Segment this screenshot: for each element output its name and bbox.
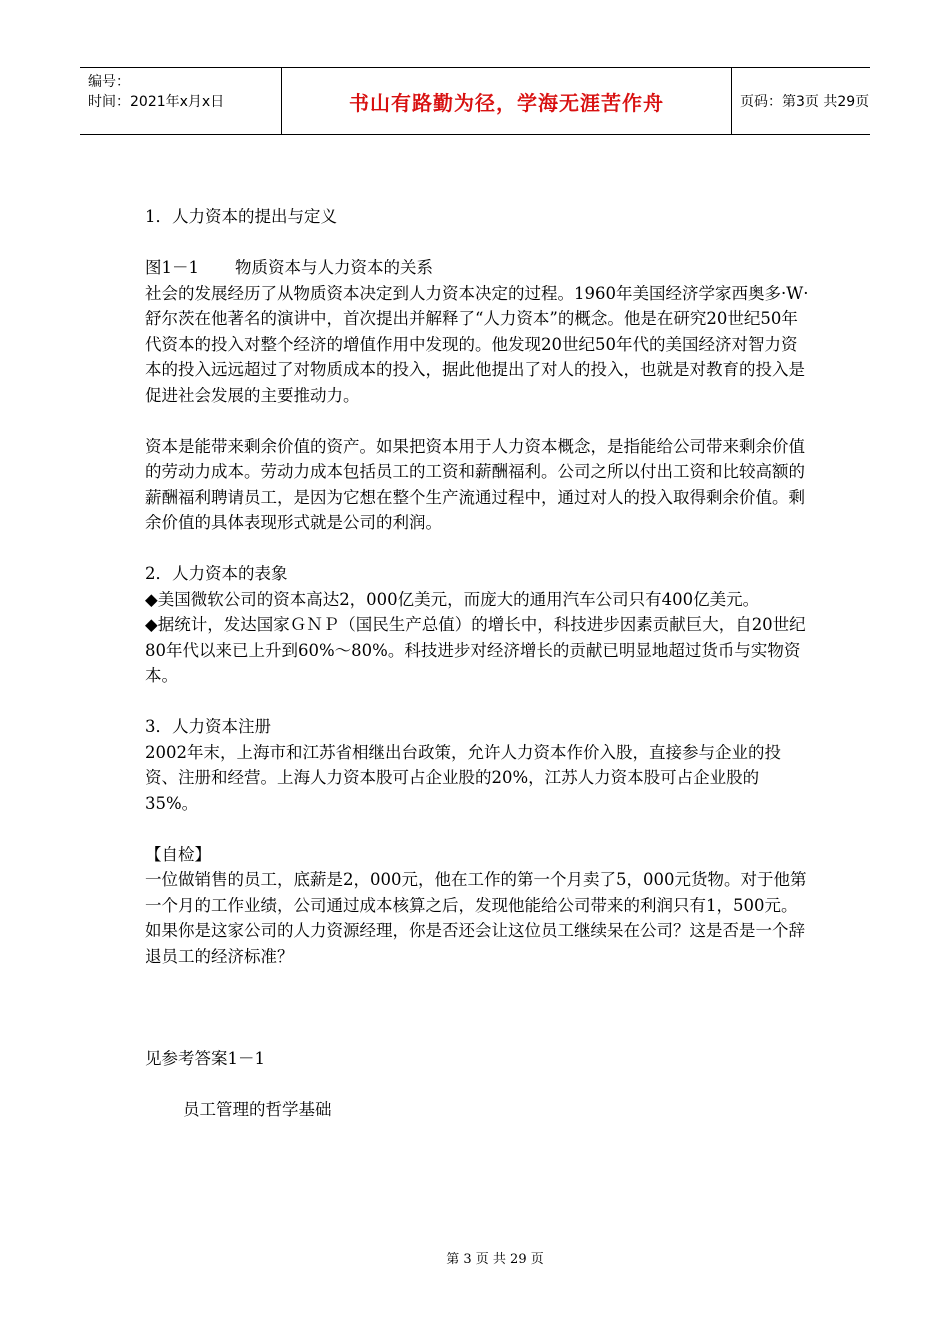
- paragraph-capital-definition: 资本是能带来剩余价值的资产。如果把资本用于人力资本概念，是指能给公司带来剩余价值的劳动力成本。劳动力成本包括员工的工资和薪酬福利。公司之所以付出工资和比较高额的薪酬福利聘请员工，是因为它想在整个生产流通过程中，通过对人的投入取得剩余价值。剩余价值的具体表现形式就是公司的利润。: [145, 436, 805, 532]
- page-footer: 第 3 页 共 29 页: [446, 1252, 544, 1267]
- figure-reference: [145, 255, 810, 281]
- section-title-1: 1．人力资本的提出与定义: [145, 207, 337, 226]
- header-motto: 书山有路勤为径，学海无涯苦作舟: [282, 68, 732, 134]
- figure-label: 图1－1: [145, 258, 199, 277]
- paragraph-registration: 2002年末，上海市和江苏省相继出台政策，允许人力资本作价入股，直接参与企业的投资、注册和经营。上海人力资本股可占企业股的20%，江苏人力资本股可占企业股的35%。: [145, 742, 781, 813]
- answer-reference: 见参考答案1－1: [145, 1048, 265, 1068]
- header-page-info: 页码：第3页 共29页: [740, 94, 870, 110]
- section-title-2: 2．人力资本的表象: [145, 564, 288, 583]
- page-header: [80, 67, 870, 135]
- section-title-3: 3．人力资本注册: [145, 717, 271, 736]
- next-section-heading: 员工管理的哲学基础: [183, 1099, 332, 1119]
- paragraph-self-check-case: 一位做销售的员工，底薪是2，000元，他在工作的第一个月卖了5，000元货物。对于他第一个月的工作业绩，公司通过成本核算之后，发现他能给公司带来的利润只有1，500元。: [145, 870, 807, 915]
- paragraph-human-capital-history: 社会的发展经历了从物质资本决定到人力资本决定的过程。1960年美国经济学家西奥多·W·舒尔茨在他著名的演讲中，首次提出并解释了“人力资本”的概念。他是在研究20世纪50年代资本的投入对整个经济的增值作用中发现的。他发现20世纪50年代的美国经济对智力资本的投入远远超过了对物质成本的投入，据此他提出了对人的投入，也就是对教育的投入是促进社会发展的主要推动力。: [145, 283, 809, 405]
- document-number: 编号：: [88, 74, 130, 90]
- header-meta: [80, 68, 282, 134]
- paragraph-self-check-question: 如果你是这家公司的人力资源经理，你是否还会让这位员工继续呆在公司？这是否是一个辞退员工的经济标准？: [145, 921, 805, 966]
- document-body: [145, 204, 810, 1122]
- figure-caption: 物质资本与人力资本的关系: [235, 258, 433, 277]
- self-check-title: 【自检】: [145, 844, 211, 864]
- document-date: 时间：2021年x月x日: [88, 94, 225, 110]
- bullet-technology: ◆据统计，发达国家ＧＮＰ（国民生产总值）的增长中，科技进步因素贡献巨大，自20世纪80年代以来已上升到60%～80%。科技进步对经济增长的贡献已明显地超过货币与实物资本。: [145, 615, 806, 685]
- bullet-microsoft: ◆美国微软公司的资本高达2，000亿美元，而庞大的通用汽车公司只有400亿美元。: [145, 589, 760, 609]
